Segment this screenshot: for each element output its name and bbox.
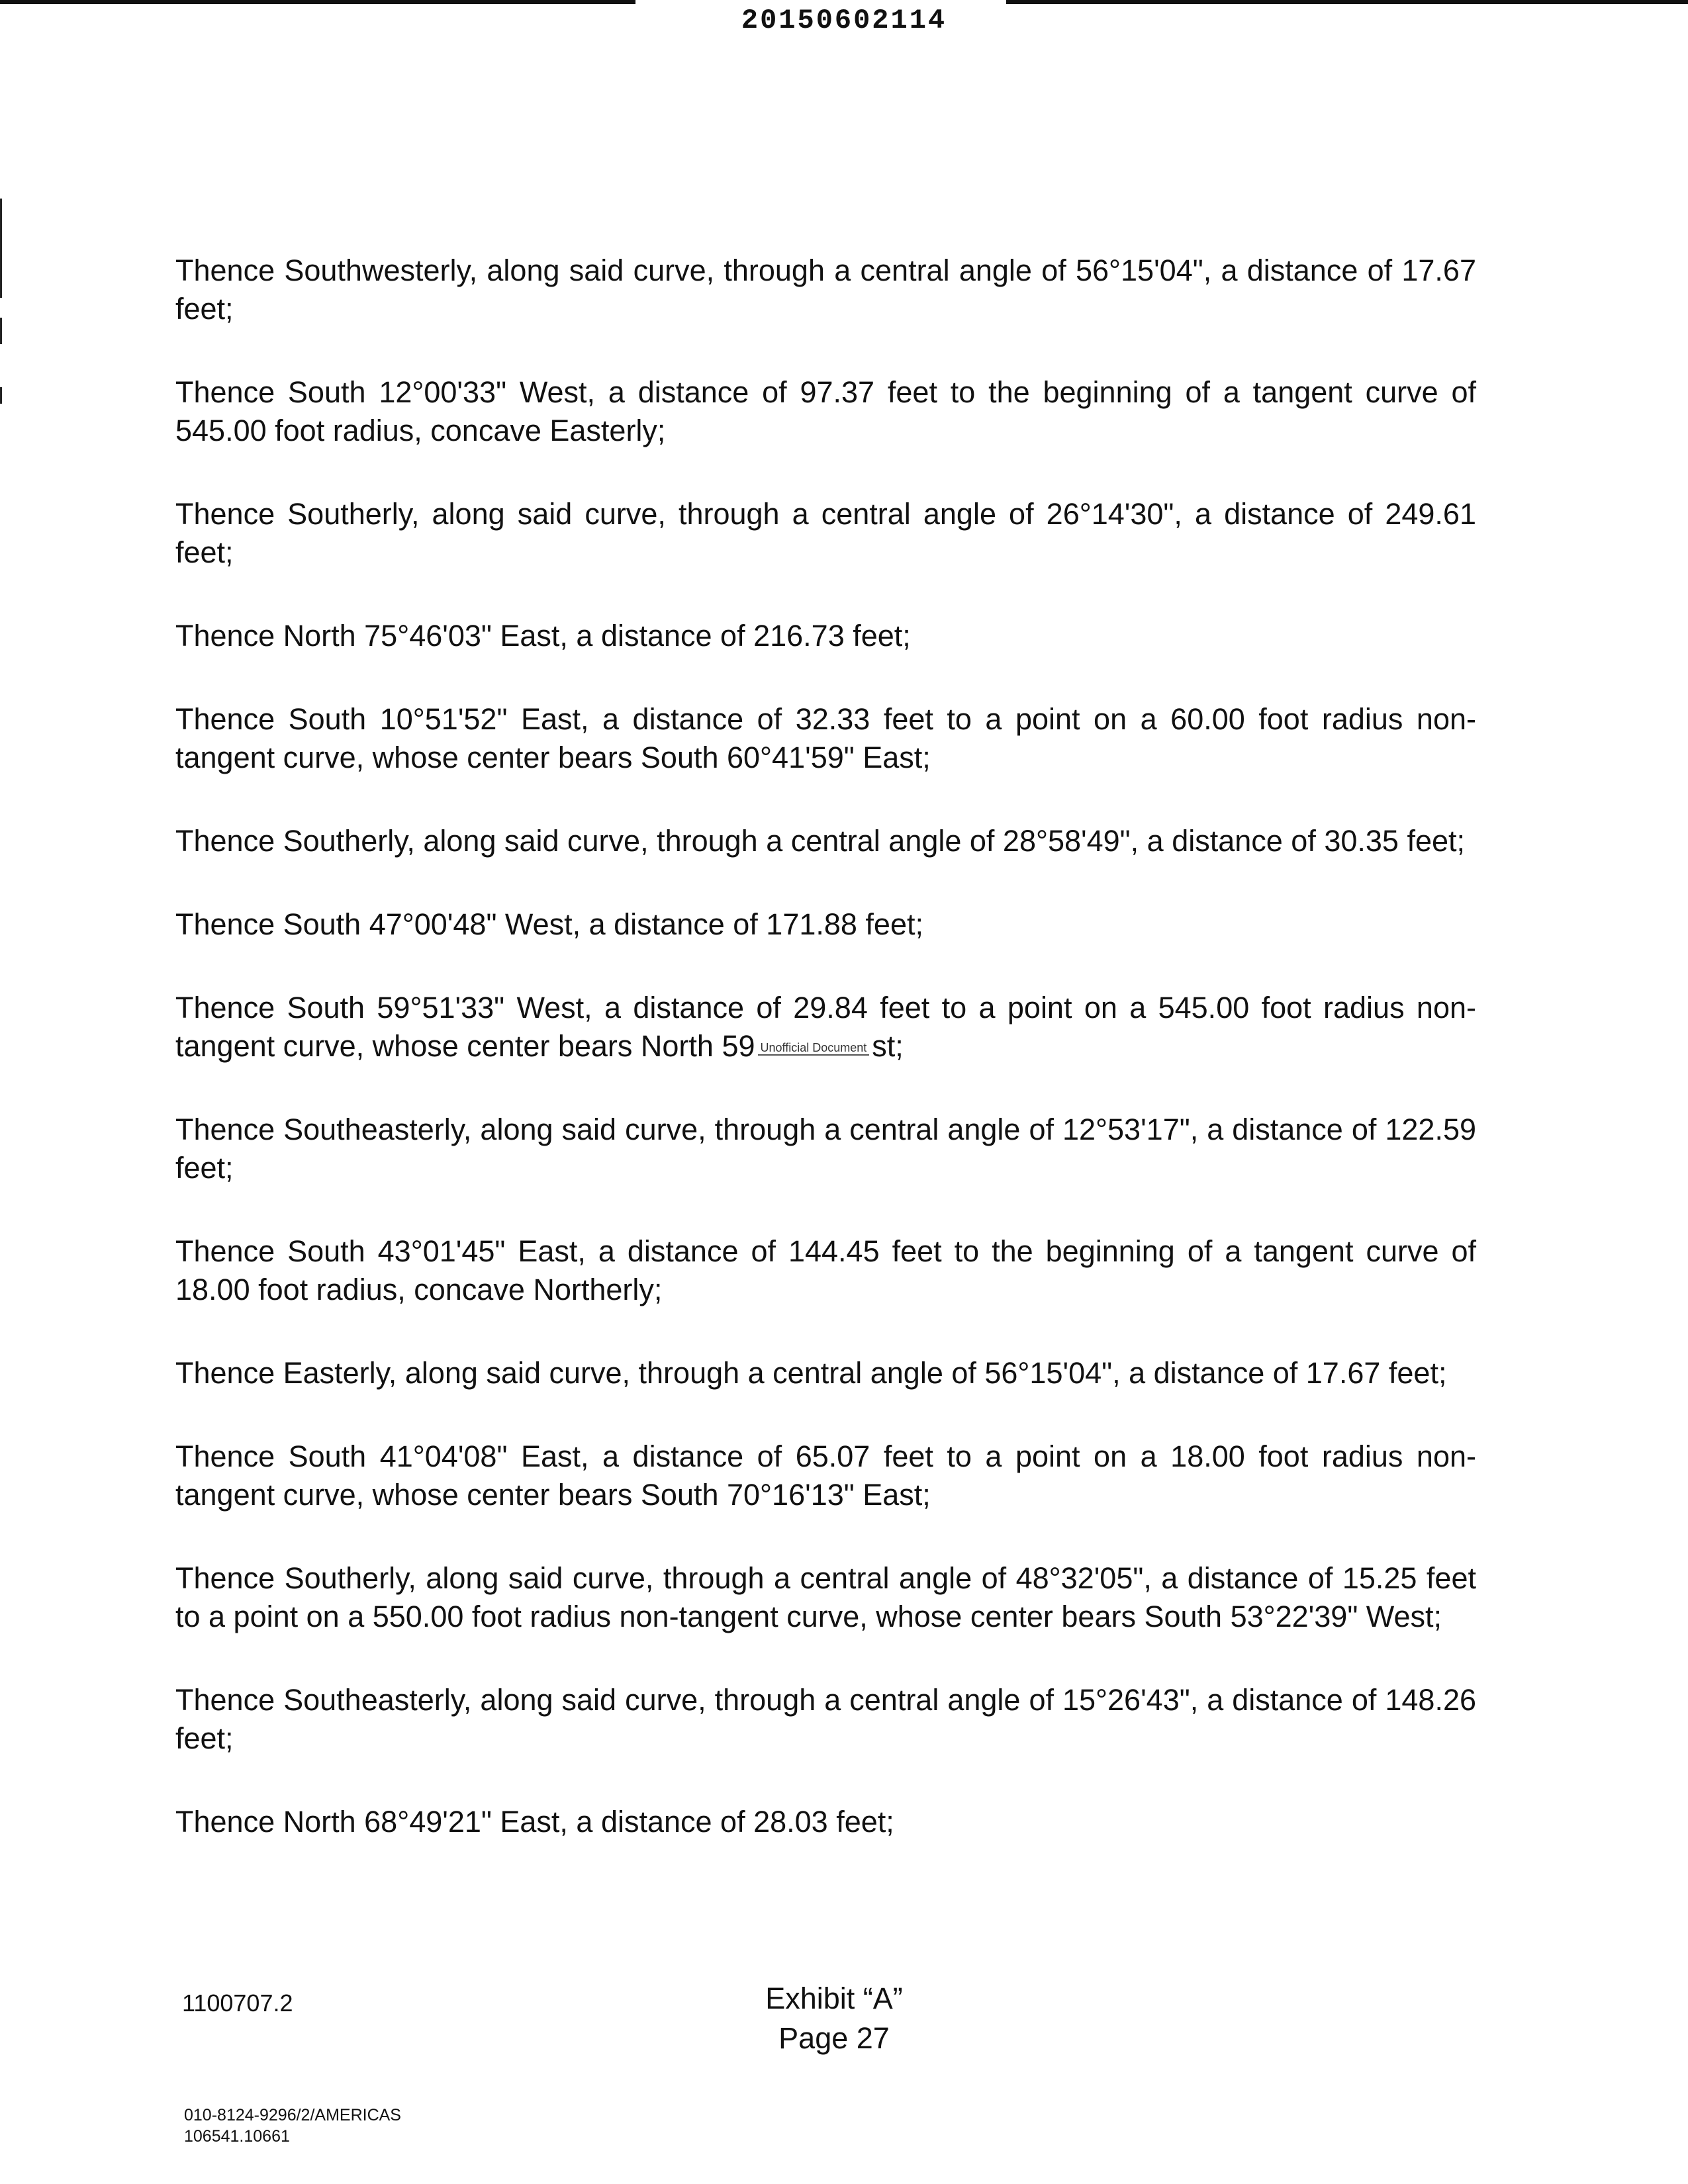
scan-margin-mark: [0, 387, 2, 404]
legal-description-body: [175, 251, 1476, 1886]
scan-margin-mark: [0, 318, 2, 344]
legal-paragraph: Thence Southwesterly, along said curve, through a central angle of 56°15'04", a distance of 17.67 feet;: [175, 253, 1476, 326]
legal-paragraph: Thence Southerly, along said curve, through a central angle of 28°58'49", a distance of 30.35 feet;: [175, 824, 1466, 858]
unofficial-document-watermark: Unofficial Document: [758, 1041, 870, 1056]
scan-margin-mark: [0, 199, 2, 298]
legal-paragraph: Thence South 47°00'48" West, a distance of 171.88 feet;: [175, 907, 923, 941]
footer-document-code: [184, 2105, 401, 2147]
legal-paragraph: Thence Southeasterly, along said curve, through a central angle of 12°53'17", a distance of 122.59 feet;: [175, 1113, 1476, 1185]
exhibit-page-block: [662, 1979, 1006, 2058]
exhibit-label: Exhibit “A”: [765, 1981, 903, 2015]
page-number: Page 27: [778, 2021, 890, 2055]
legal-paragraph: Thence North 68°49'21" East, a distance of 28.03 feet;: [175, 1805, 894, 1839]
footer-code-line: 010-8124-9296/2/AMERICAS: [184, 2106, 401, 2124]
legal-paragraph: Thence South 43°01'45" East, a distance of 144.45 feet to the beginning of a tangent curve of 18.00 foot radius, concave Northerly;: [175, 1234, 1476, 1306]
legal-paragraph: Thence Southerly, along said curve, through a central angle of 26°14'30", a distance of 249.61 feet;: [175, 497, 1476, 569]
legal-paragraph-text: st;: [872, 1029, 904, 1063]
legal-paragraph: Thence South 41°04'08" East, a distance of 65.07 feet to a point on a 18.00 foot radius non-tangent curve, whose center bears South 70°16'13" East;: [175, 1439, 1476, 1512]
legal-paragraph: Thence South 10°51'52" East, a distance of 32.33 feet to a point on a 60.00 foot radius non-tangent curve, whose center bears South 60°41'59" East;: [175, 702, 1476, 774]
legal-paragraph: Thence Southerly, along said curve, through a central angle of 48°32'05", a distance of 15.25 feet to a point on a 550.00 foot radius non-tangent curve, whose center bears South 53°22'39" West;: [175, 1561, 1476, 1633]
legal-paragraph: Thence South 12°00'33" West, a distance of 97.37 feet to the beginning of a tangent curve of 545.00 foot radius, concave Easterly;: [175, 375, 1476, 447]
document-number: 20150602114: [741, 5, 947, 36]
footer-code-line: 106541.10661: [184, 2127, 290, 2146]
legal-paragraph: Thence Easterly, along said curve, through a central angle of 56°15'04", a distance of 17.67 feet;: [175, 1356, 1447, 1390]
legal-paragraph: Thence North 75°46'03" East, a distance of 216.73 feet;: [175, 619, 911, 653]
legal-paragraph-text: Thence South 59°51'33" West, a distance of 29.84 feet to a point on a 545.00 foot radius non-tangent curve, whose center bears North 59: [175, 991, 1476, 1063]
legal-paragraph: Thence Southeasterly, along said curve, through a central angle of 15°26'43", a distance of 148.26 feet;: [175, 1683, 1476, 1755]
footer-reference-number: 1100707.2: [182, 1989, 293, 2017]
legal-paragraph: [175, 989, 1476, 1066]
